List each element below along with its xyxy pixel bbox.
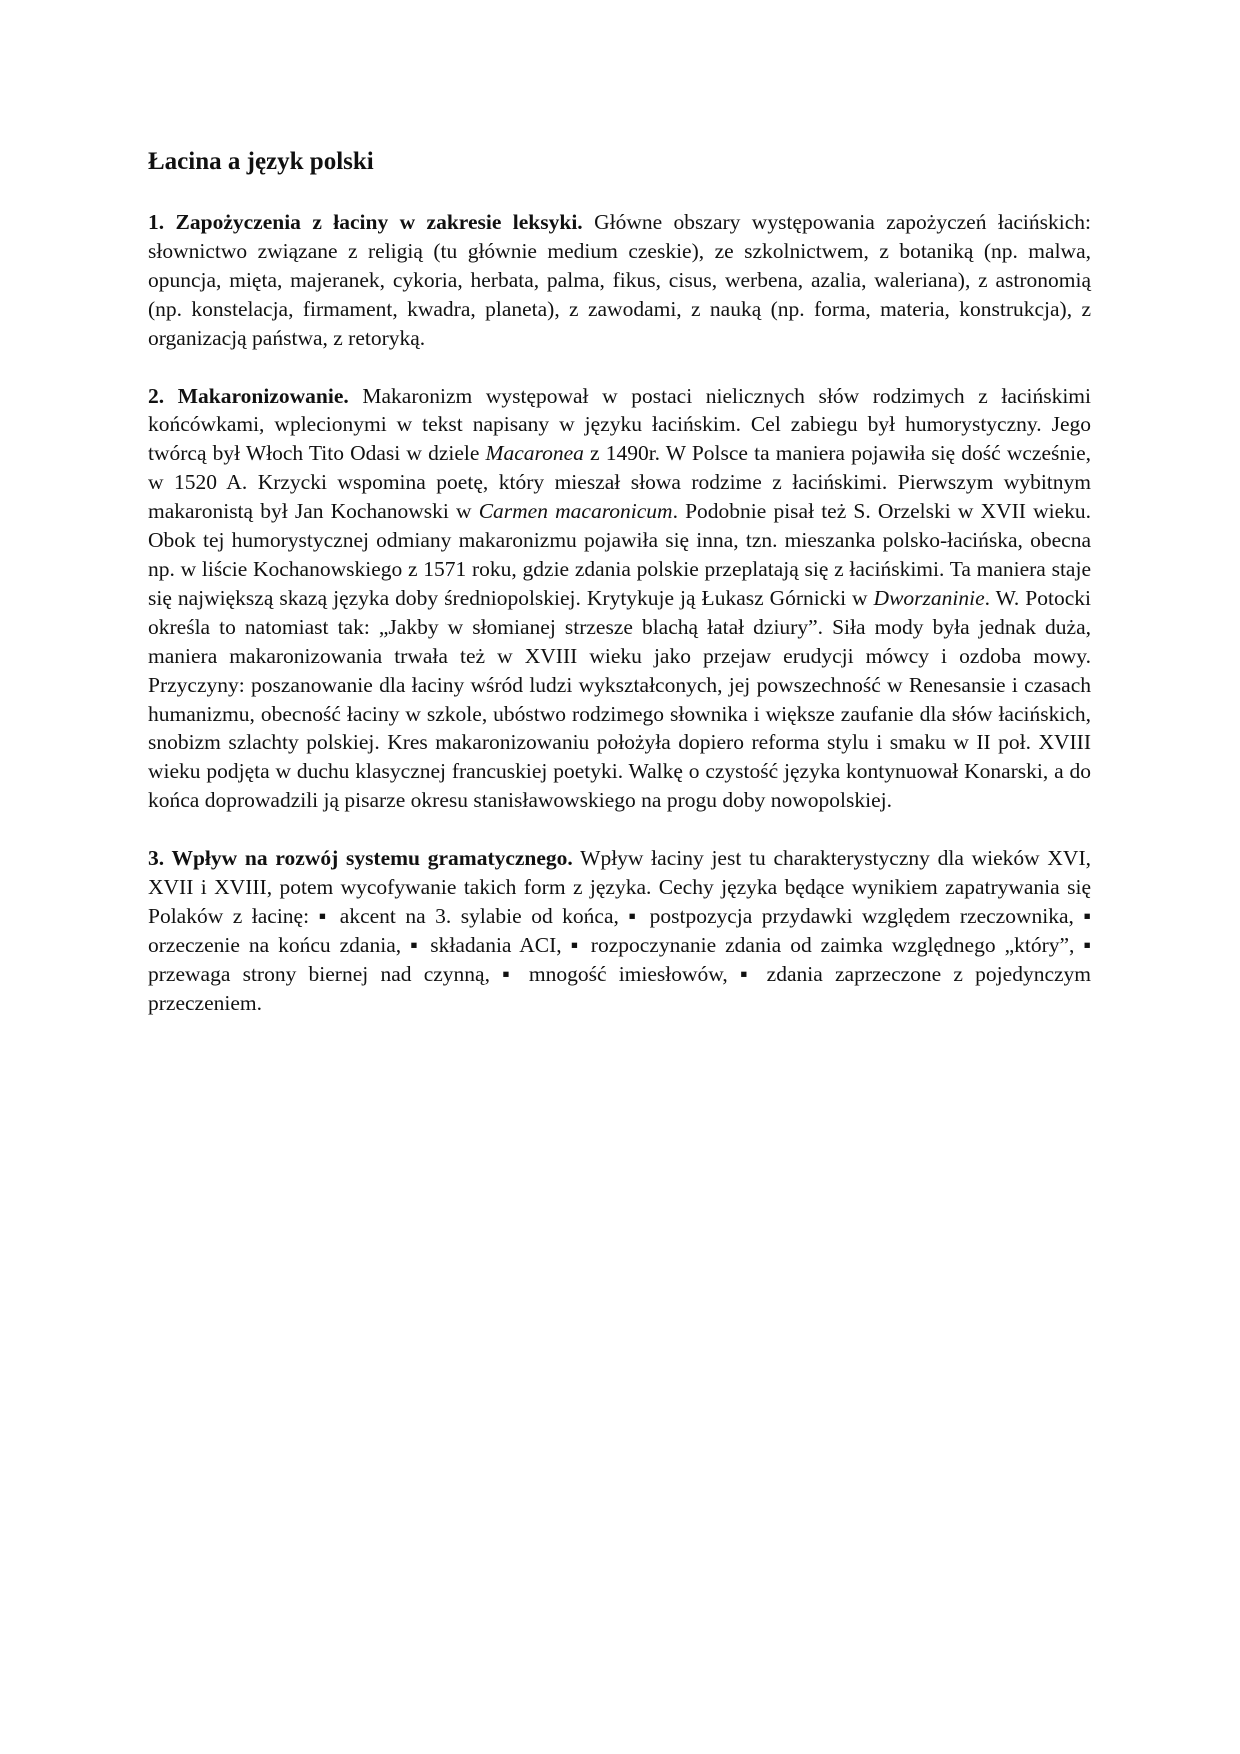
work-title-dworzanin: Dworzaninie: [873, 585, 985, 610]
section-text: z 1490r. W Polsce ta maniera pojawiła się dość wcześnie, w 1520 A. Krzycki wspomina poetę, który mieszał słowa rodzime z łacińskimi. Pierwszym wybitnym makaronistą był Jan Kochanowski w: [148, 441, 1092, 524]
section-loanwords: [148, 208, 1091, 353]
section-heading: 3. Wpływ na rozwój systemu gramatycznego.: [148, 846, 573, 871]
work-title-macaronea: Macaronea: [485, 441, 584, 466]
work-title-carmen-macaronicum: Carmen macaronicum: [478, 499, 673, 524]
section-text: . Podobnie pisał też S. Orzelski w XVII wieku. Obok tej humorystycznej odmiany makaronizmu pojawiła się inna, tzn. mieszanka polsko-łacińska, obecna np. w liście Kochanowskiego z 1571 roku, gdzie zdania polskie przeplatają się z łacińskimi. Ta maniera staje się największą skazą języka doby średniopolskiej. Krytykuje ją Łukasz Górnicki w: [148, 499, 1091, 610]
section-heading: 2. Makaronizowanie.: [148, 383, 349, 408]
section-grammar: [148, 844, 1091, 1017]
section-text: Główne obszary występowania zapożyczeń łacińskich: słownictwo związane z religią (tu głównie medium czeskie), ze szkolnictwem, z botaniką (np. malwa, opuncja, mięta, majeranek, cykoria, herbata, palma, fikus, cisus, werbena, azalia, waleriana), z astronomią (np. konstelacja, firmament, kwadra, planeta), z zawodami, z nauką (np. forma, materia, konstrukcja), z organizacją państwa, z retoryką.: [148, 210, 1091, 350]
section-text: . W. Potocki określa to natomiast tak: „Jakby w słomianej strzesze blachą łatał dziury”. Siła mody była jednak duża, maniera makaronizowania trwała też w XVIII wieku jako przejaw erudycji mówcy i ozdoba mowy. Przyczyny: poszanowanie dla łaciny wśród ludzi wykształconych, jej powszechność w Renesansie i czasach humanizmu, obecność łaciny w szkole, ubóstwo rodzimego słownika i większe zaufanie dla słów łacińskich, snobizm szlachty polskiej. Kres makaronizowaniu położyła dopiero reforma stylu i smaku w II poł. XVIII wieku podjęta w duchu klasycznej francuskiej poetyki. Walkę o czystość języka kontynuował Konarski, a do końca doprowadzili ją pisarze okresu stanisławowskiego na progu doby nowopolskiej.: [148, 585, 1091, 813]
document-page: [148, 146, 1091, 1047]
section-heading: 1. Zapożyczenia z łaciny w zakresie leksyki.: [148, 210, 583, 234]
section-text: Wpływ łaciny jest tu charakterystyczny dla wieków XVI, XVII i XVIII, potem wycofywanie takich form z języka. Cechy języka będące wynikiem zapatrywania się Polaków z łacinę: ▪ akcent na 3. sylabie od końca, ▪ postpozycja przydawki względem rzeczownika, ▪ orzeczenie na końcu zdania, ▪ składania ACI, ▪ rozpoczynanie zdania od zaimka względnego „który”, ▪ przewaga strony biernej nad czynną, ▪ mnogość imiesłowów, ▪ zdania zaprzeczone z pojedynczym przeczeniem.: [148, 846, 1091, 1015]
document-title: Łacina a język polski: [148, 148, 374, 175]
section-text: Makaronizm występował w postaci nielicznych słów rodzimych z łacińskimi końcówkami, wplecionymi w tekst napisany w języku łacińskim. Cel zabiegu był humorystyczny. Jego twórcą był Włoch Tito Odasi w dziele: [148, 383, 1091, 466]
section-macaronisms: [148, 382, 1091, 816]
